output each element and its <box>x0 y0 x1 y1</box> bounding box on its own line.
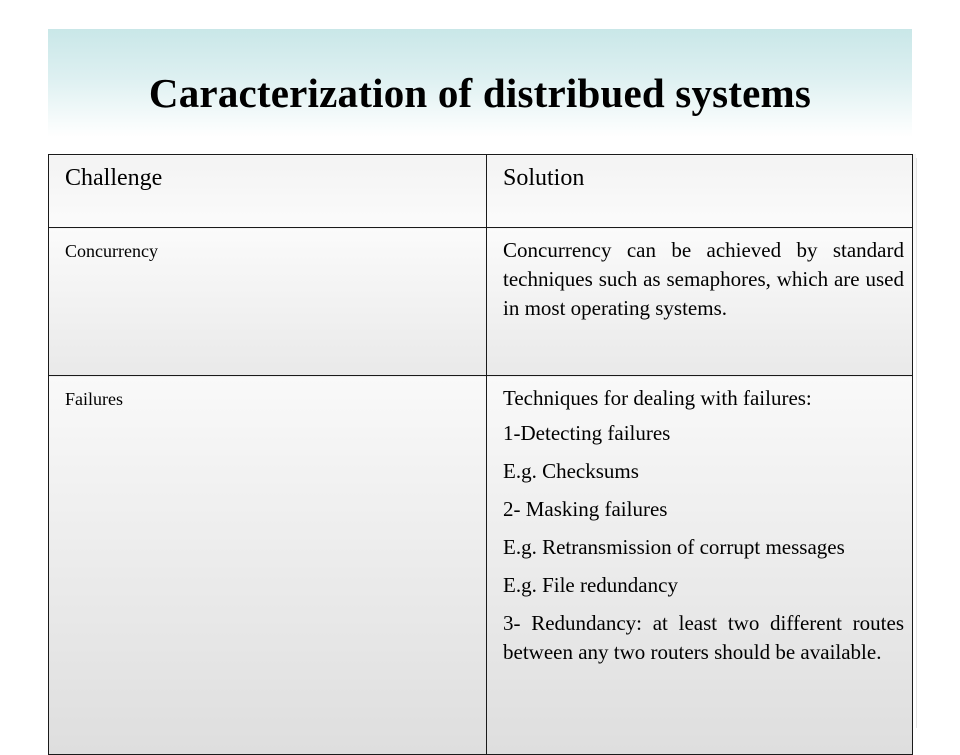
solution-cell <box>487 376 913 755</box>
solution-line: 1-Detecting failures <box>503 421 671 445</box>
solution-cell <box>487 228 913 376</box>
table-container <box>48 154 916 734</box>
header-challenge: Challenge <box>49 155 487 228</box>
challenge-cell: Failures <box>49 376 487 755</box>
header-solution: Solution <box>487 155 913 228</box>
solution-line: E.g. Checksums <box>503 459 639 483</box>
solution-line: 3- Redundancy: at least two different routes between any two routers should be available. <box>503 611 904 664</box>
solution-line: E.g. Retransmission of corrupt messages <box>503 535 845 559</box>
solution-text: Concurrency can be achieved by standard techniques such as semaphores, which are used in most operating systems. <box>503 238 904 320</box>
solution-line: 2- Masking failures <box>503 497 668 521</box>
solution-line: E.g. File redundancy <box>503 573 678 597</box>
challenge-solution-table <box>48 154 913 755</box>
table-row-failures <box>49 376 913 755</box>
table-header-row <box>49 155 913 228</box>
solution-line: Techniques for dealing with failures: <box>503 386 812 410</box>
challenge-cell: Concurrency <box>49 228 487 376</box>
table-row-concurrency <box>49 228 913 376</box>
slide-title: Caracterization of distribued systems <box>148 70 812 116</box>
